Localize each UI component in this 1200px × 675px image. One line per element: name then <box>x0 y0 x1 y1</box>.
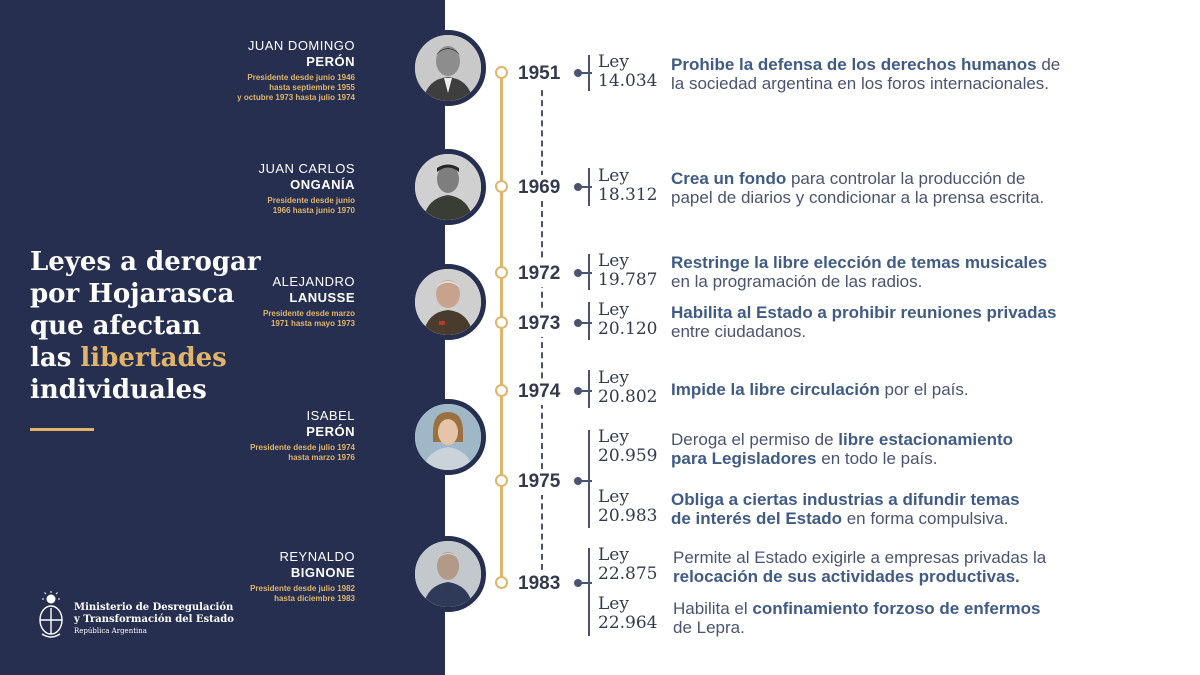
law-description-20120 <box>671 303 1056 341</box>
law-text: Habilita el <box>673 599 753 618</box>
law-text: en la programación de las radios. <box>671 272 923 291</box>
law-highlight: confinamiento forzoso de enfermos <box>752 599 1041 618</box>
headline-highlight: libertades <box>80 343 227 373</box>
law-description-19787 <box>671 253 1047 291</box>
law-highlight: para Legisladores <box>671 449 817 468</box>
president-term-line: hasta septiembre 1955 <box>269 83 355 92</box>
law-20802 <box>598 369 657 407</box>
president-first-name: JUAN DOMINGO <box>247 38 355 53</box>
law-description-20983 <box>671 490 1020 528</box>
law-14034 <box>598 53 657 91</box>
law-word: Ley <box>598 166 629 186</box>
president-last-name: ONGANÍA <box>290 177 355 192</box>
president-first-name: REYNALDO <box>279 549 355 564</box>
president-term-line: y octubre 1973 hasta julio 1974 <box>237 93 355 102</box>
law-word: Ley <box>598 300 629 320</box>
portrait-peron <box>410 30 486 106</box>
ministry-name <box>74 602 234 626</box>
law-20983 <box>598 488 657 526</box>
president-bignone <box>250 549 355 604</box>
president-term-line: Presidente desde junio 1946 <box>247 73 355 82</box>
headline-prefix: las <box>30 343 81 373</box>
law-text: para controlar la producción de <box>786 169 1026 188</box>
law-word: Ley <box>598 427 629 447</box>
law-word: Ley <box>598 487 629 507</box>
president-term <box>250 443 355 463</box>
law-number: 14.034 <box>598 71 658 91</box>
law-text: por el país. <box>879 380 969 399</box>
law-20120 <box>598 301 657 339</box>
national-seal-icon <box>34 590 68 642</box>
law-number: 20.120 <box>598 319 658 339</box>
law-description-14034 <box>671 55 1060 93</box>
timeline-dot <box>495 316 508 329</box>
law-19787 <box>598 252 657 290</box>
law-highlight: Prohibe la defensa de los derechos humanos <box>671 55 1037 74</box>
law-text: en todo le país. <box>816 449 938 468</box>
portrait-lanusse <box>410 264 486 340</box>
law-highlight: Obliga a ciertas industrias a difundir temas <box>671 490 1020 509</box>
law-highlight: Impide la libre circulación <box>671 380 880 399</box>
law-text: Deroga el permiso de <box>671 430 839 449</box>
president-term <box>237 73 355 103</box>
portrait-bignone-image <box>415 541 481 607</box>
law-description-22964 <box>673 599 1040 637</box>
portrait-lanusse-image <box>415 269 481 335</box>
law-number: 20.983 <box>598 506 658 526</box>
portrait-isabel-peron-image <box>415 404 481 470</box>
president-peron <box>237 38 355 103</box>
president-term-line: Presidente desde junio <box>267 196 355 205</box>
president-term <box>263 309 355 329</box>
headline-line: Leyes a derogar <box>30 247 261 277</box>
law-description-22875 <box>673 548 1046 586</box>
president-last-name: PERÓN <box>306 54 355 69</box>
year-label: 1975 <box>518 469 568 495</box>
law-text: de <box>1036 55 1061 74</box>
president-term-line: 1966 hasta junio 1970 <box>272 206 355 215</box>
timeline-dot <box>495 384 508 397</box>
year-label: 1974 <box>518 379 568 405</box>
year-label: 1973 <box>518 311 568 337</box>
law-word: Ley <box>598 545 629 565</box>
timeline-dot <box>495 66 508 79</box>
law-number: 20.802 <box>598 387 658 407</box>
headline-line: individuales <box>30 375 207 405</box>
law-text: papel de diarios y condicionar a la prensa escrita. <box>671 188 1045 207</box>
law-bracket <box>588 370 590 408</box>
law-bracket <box>588 254 590 290</box>
year-label: 1969 <box>518 175 568 201</box>
headline-underline <box>30 428 94 431</box>
president-first-name: ALEJANDRO <box>272 274 355 289</box>
headline-line: por Hojarasca <box>30 279 235 309</box>
president-term-line: hasta diciembre 1983 <box>274 594 355 603</box>
law-text: Permite al Estado exigirle a empresas privadas la <box>673 548 1047 567</box>
ministry-name-line: Ministerio de Desregulación <box>74 602 234 613</box>
law-description-20802 <box>671 380 969 399</box>
law-text: entre ciudadanos. <box>671 322 807 341</box>
president-ongania <box>258 161 355 216</box>
law-text: la sociedad argentina en los foros internacionales. <box>671 74 1050 93</box>
law-18312 <box>598 167 657 205</box>
law-highlight: relocación de sus actividades productivas. <box>673 567 1020 586</box>
year-label: 1972 <box>518 261 568 287</box>
law-highlight: libre estacionamiento <box>838 430 1014 449</box>
law-number: 18.312 <box>598 185 658 205</box>
president-first-name: JUAN CARLOS <box>258 161 355 176</box>
president-last-name: PERÓN <box>306 424 355 439</box>
president-term-line: Presidente desde julio 1982 <box>250 584 355 593</box>
president-term-line: Presidente desde marzo <box>262 309 355 318</box>
law-bracket <box>588 168 590 206</box>
portrait-ongania <box>410 149 486 225</box>
president-term <box>250 584 355 604</box>
republic-label: República Argentina <box>74 627 147 635</box>
law-bracket <box>588 55 590 91</box>
law-word: Ley <box>598 52 629 72</box>
portrait-bignone <box>410 536 486 612</box>
headline-line <box>30 342 290 374</box>
law-text: de Lepra. <box>673 618 745 637</box>
headline-line: que afectan <box>30 311 201 341</box>
law-bracket <box>588 548 590 636</box>
ministry-name-line: y Transformación del Estado <box>74 614 234 625</box>
law-highlight: de interés del Estado <box>671 509 842 528</box>
law-number: 22.875 <box>598 564 658 584</box>
law-number: 19.787 <box>598 270 658 290</box>
law-description-20959 <box>671 430 1013 468</box>
headline <box>30 246 290 406</box>
law-word: Ley <box>598 368 629 388</box>
president-lanusse <box>263 274 355 329</box>
law-highlight: Crea un fondo <box>671 169 787 188</box>
portrait-isabel-peron <box>410 399 486 475</box>
law-highlight: Restringe la libre elección de temas musicales <box>671 253 1048 272</box>
law-22964 <box>598 595 657 633</box>
president-isabel-peron <box>250 408 355 463</box>
portrait-ongania-image <box>415 154 481 220</box>
law-description-18312 <box>671 169 1044 207</box>
president-first-name: ISABEL <box>306 408 355 423</box>
law-word: Ley <box>598 594 629 614</box>
president-last-name: BIGNONE <box>290 565 355 580</box>
law-22875 <box>598 546 657 584</box>
law-20959 <box>598 428 657 466</box>
president-last-name: LANUSSE <box>289 290 355 305</box>
timeline-dot <box>495 474 508 487</box>
president-term-line: hasta marzo 1976 <box>288 453 355 462</box>
president-term-line: 1971 hasta mayo 1973 <box>270 319 355 328</box>
law-text: en forma compulsiva. <box>842 509 1009 528</box>
law-bracket <box>588 430 590 528</box>
law-number: 22.964 <box>598 613 658 633</box>
timeline-dot <box>495 266 508 279</box>
president-term-line: Presidente desde julio 1974 <box>250 443 355 452</box>
law-word: Ley <box>598 251 629 271</box>
law-highlight: Habilita al Estado a prohibir reuniones privadas <box>671 303 1057 322</box>
year-label: 1951 <box>518 61 568 87</box>
timeline-dot <box>495 576 508 589</box>
law-bracket <box>588 302 590 340</box>
law-number: 20.959 <box>598 446 658 466</box>
timeline-dot <box>495 180 508 193</box>
president-term <box>258 196 355 216</box>
year-label: 1983 <box>518 571 568 597</box>
portrait-peron-image <box>415 35 481 101</box>
